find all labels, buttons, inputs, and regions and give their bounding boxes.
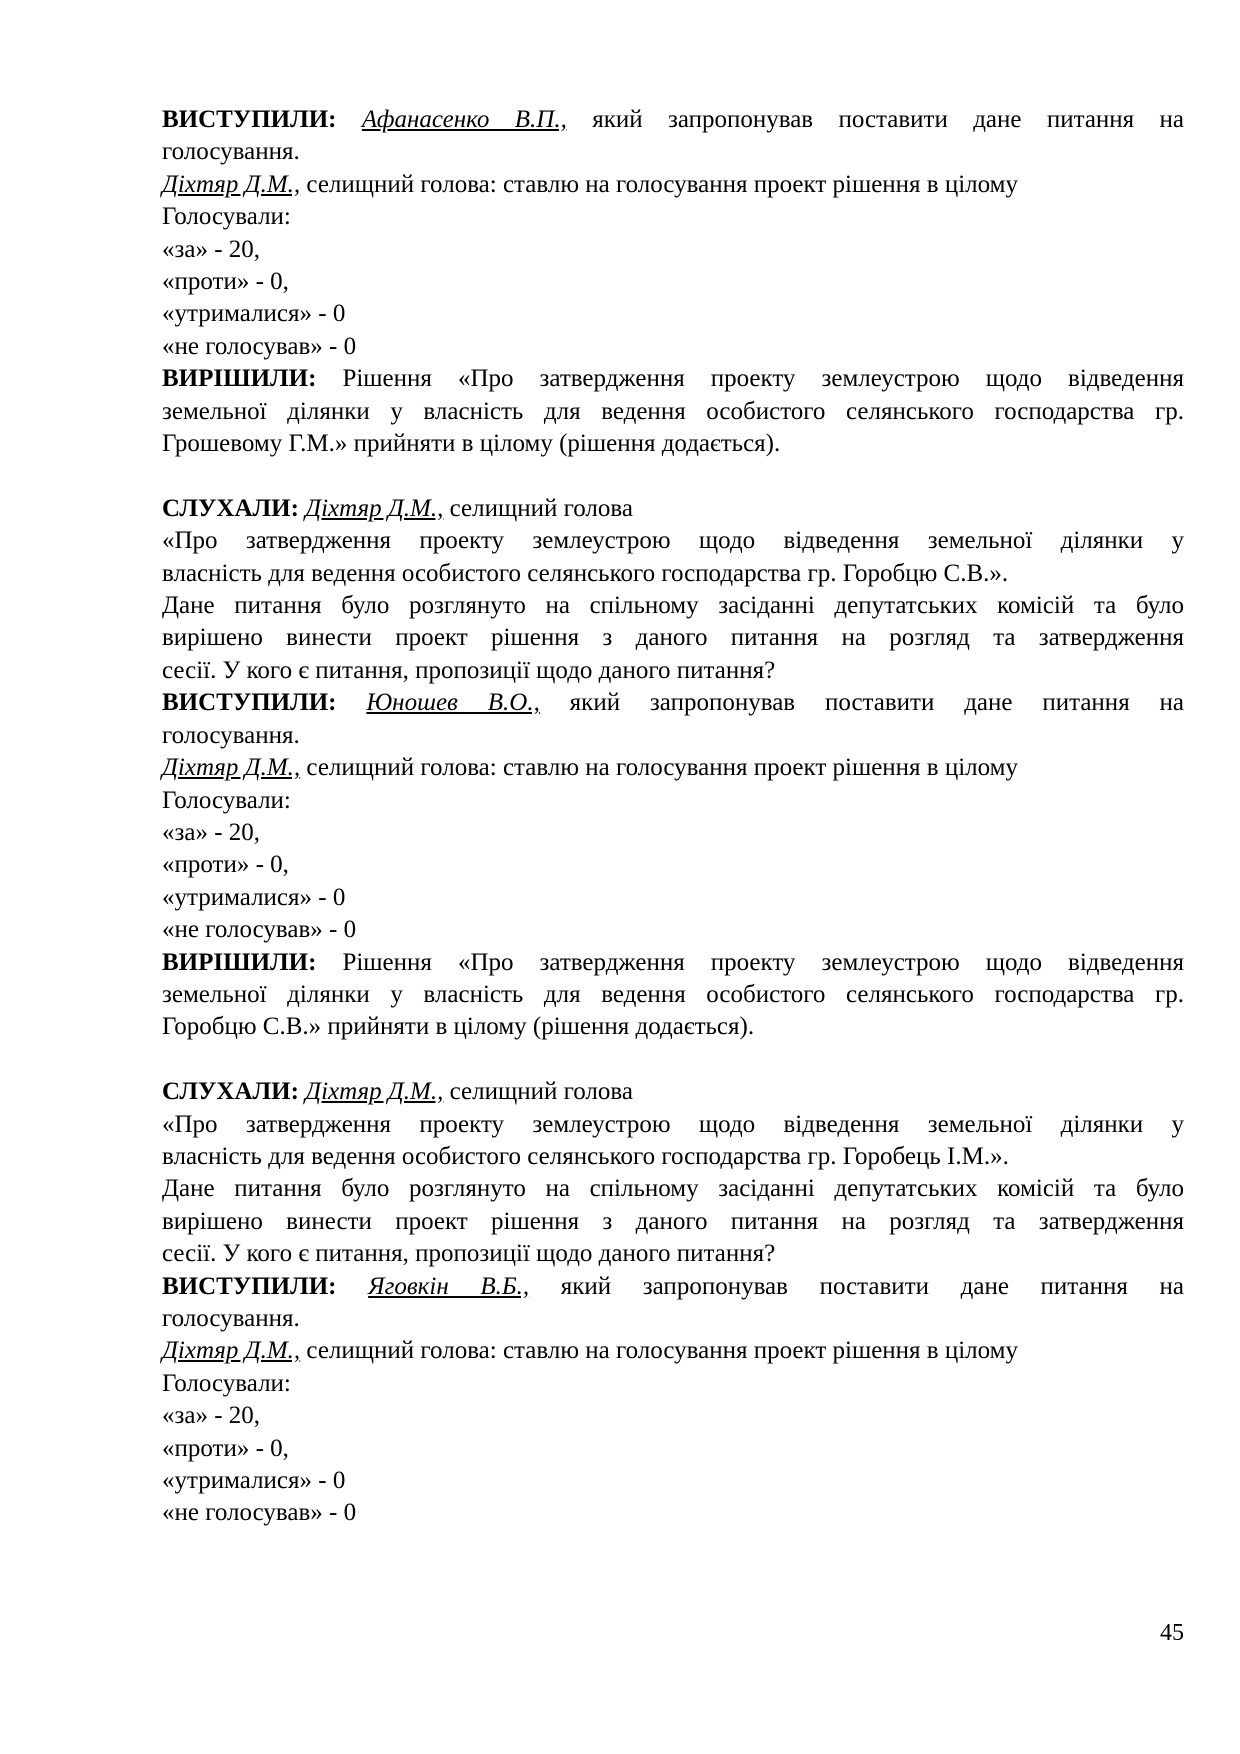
vystupyly-text: який запропонував поставити дане питання на [529,1272,1184,1300]
info-line-2: вирішено винести проект рішення з даного питання на розгляд та затвердження [162,1207,1184,1235]
vystupyly-line-cont: голосування. [162,138,300,166]
vystupyly-line [162,104,1184,136]
topic-line-1: «Про затвердження проекту землеустрою щодо відведення земельної ділянки у [162,527,1184,555]
speaker-name: Афанасенко В.П., [361,106,567,133]
vystupyly-line-cont: голосування. [162,1305,300,1332]
vote-utrymalysia: «утрималися» - 0 [162,300,346,328]
vote-za: «за» - 20, [162,235,261,263]
vote-proty: «проти» - 0, [162,1434,289,1462]
chair-name: Діхтяр Д.М., [162,1337,301,1365]
vyrishyly-line-3: Горобцю С.В.» прийняти в цілому (рішення додається). [162,1013,755,1041]
vystupyly-line [162,1271,1184,1303]
vyrishyly-line-2: земельної ділянки у власність для ведення особистого селянського господарства гр. [162,397,1184,425]
sluhaly-role: селищний голова [443,1078,633,1106]
info-line-3: сесії. У кого є питання, пропозиції щодо даного питання? [162,1240,776,1268]
vyrishyly-text: Рішення «Про затвердження проекту землеустрою щодо відведення [316,365,1184,393]
vote-ne-golosuvav: «не голосував» - 0 [162,916,357,944]
votes-heading: Голосували: [162,203,291,231]
sluhaly-line [162,1076,1184,1108]
document-page [162,104,1184,1530]
chair-line [162,752,1184,784]
speaker-name: Юношев В.О., [366,689,540,717]
sluhaly-label: СЛУХАЛИ: [162,494,299,522]
chair-line [162,169,1184,201]
vystupyly-text: який запропонував поставити дане питання на [566,106,1185,133]
speaker-name: Яговкін В.Б., [368,1272,530,1300]
chair-line [162,1335,1184,1367]
vyrishyly-label: ВИРІШИЛИ: [162,365,317,393]
topic-line-2: власність для ведення особистого селянського господарства гр. Горобець І.М.». [162,1142,1009,1170]
vystupyly-label: ВИСТУПИЛИ: [162,106,337,133]
agenda-section-2 [162,493,1184,1044]
chair-text: селищний голова: ставлю на голосування проект рішення в цілому [300,1337,1018,1365]
agenda-section-1 [162,104,1184,460]
chair-text: селищний голова: ставлю на голосування проект рішення в цілому [300,170,1018,198]
vystupyly-line-cont: голосування. [162,721,300,749]
section-gap [162,460,1184,492]
chair-name: Діхтяр Д.М., [162,170,301,198]
votes-heading: Голосували: [162,1369,291,1397]
sluhaly-name: Діхтяр Д.М., [305,494,444,522]
topic-line-1: «Про затвердження проекту землеустрою щодо відведення земельної ділянки у [162,1110,1184,1138]
chair-text: селищний голова: ставлю на голосування проект рішення в цілому [300,754,1018,782]
vyrishyly-line-2: земельної ділянки у власність для ведення особистого селянського господарства гр. [162,980,1184,1008]
page-number: 45 [1160,1620,1184,1646]
info-line-3: сесії. У кого є питання, пропозиції щодо даного питання? [162,656,776,684]
chair-name: Діхтяр Д.М., [162,754,301,782]
agenda-section-3 [162,1076,1184,1530]
vote-ne-golosuvav: «не голосував» - 0 [162,1499,357,1527]
vote-proty: «проти» - 0, [162,268,289,296]
vyrishyly-line-1 [162,947,1184,979]
vote-ne-golosuvav: «не голосував» - 0 [162,332,357,360]
vyrishyly-text: Рішення «Про затвердження проекту землеустрою щодо відведення [316,948,1184,976]
votes-heading: Голосували: [162,786,291,814]
vystupyly-label: ВИСТУПИЛИ: [162,1272,337,1300]
sluhaly-label: СЛУХАЛИ: [162,1078,299,1106]
vyrishyly-line-1 [162,363,1184,395]
vyrishyly-line-3: Грошевому Г.М.» прийняти в цілому (рішення додається). [162,430,781,458]
vystupyly-label: ВИСТУПИЛИ: [162,689,337,717]
vystupyly-text: який запропонував поставити дане питання на [539,689,1185,717]
vote-utrymalysia: «утрималися» - 0 [162,883,346,911]
vote-utrymalysia: «утрималися» - 0 [162,1467,346,1495]
vyrishyly-label: ВИРІШИЛИ: [162,948,317,976]
sluhaly-name: Діхтяр Д.М., [305,1078,444,1106]
vote-proty: «проти» - 0, [162,851,289,879]
info-line-1: Дане питання було розглянуто на спільному засіданні депутатських комісій та було [162,592,1184,620]
info-line-1: Дане питання було розглянуто на спільному засіданні депутатських комісій та було [162,1175,1184,1203]
vote-za: «за» - 20, [162,818,261,846]
info-line-2: вирішено винести проект рішення з даного питання на розгляд та затвердження [162,624,1184,652]
topic-line-2: власність для ведення особистого селянського господарства гр. Горобцю С.В.». [162,559,1009,587]
section-gap [162,1044,1184,1076]
sluhaly-role: селищний голова [443,494,633,522]
sluhaly-line [162,493,1184,525]
vystupyly-line [162,687,1184,719]
vote-za: «за» - 20, [162,1402,261,1430]
